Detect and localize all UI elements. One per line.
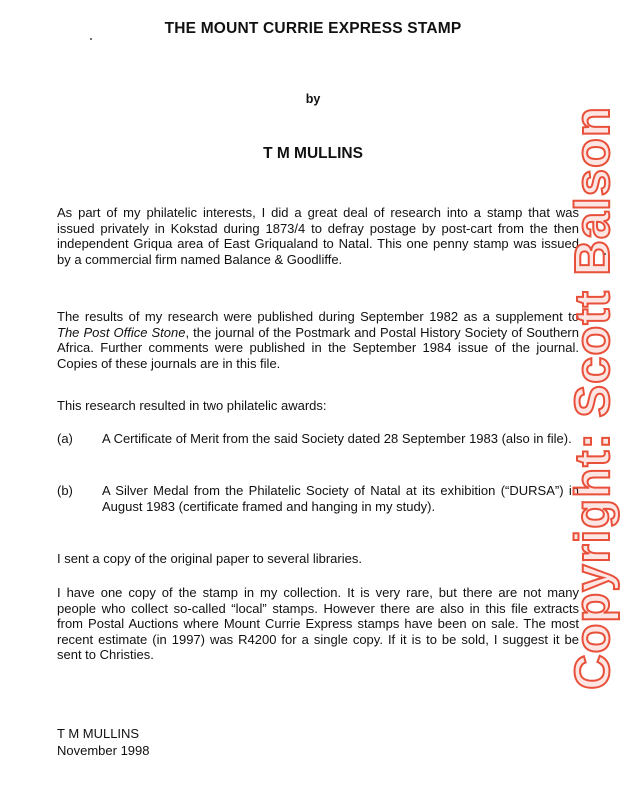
paragraph-awards-intro: This research resulted in two philatelic awards: [57,398,327,413]
paragraph-publication-part2: , the journal of the Postmark and Postal History Society of Southern Africa. Further comments were published in the September 1984 issue of the journal. Copies of these journals are in this file. [57,324,579,371]
paragraph-publication [57,309,579,371]
award-text: A Silver Medal from the Philatelic Society of Natal at its exhibition (“DURSA”) in August 1983 (certificate framed and hanging in my study). [102,483,579,514]
document-title: THE MOUNT CURRIE EXPRESS STAMP [164,20,462,37]
byline-by: by [305,92,321,106]
paragraph-intro: As part of my philatelic interests, I did a great deal of research into a stamp that was issued privately in Kokstad during 1873/4 to defray postage by post-cart from the then independent Griqua area of East Griqualand to Natal. This one penny stamp was issued by a commercial firm named Balance & Goodliffe. [57,205,579,267]
signature-name: T M MULLINS [57,726,140,741]
watermark-text: Copyright: Scott Balson [566,105,620,690]
paragraph-publication-part1: The results of my research were published during September 1982 as a supplement to [57,309,579,324]
author-heading: T M MULLINS [263,145,363,162]
paragraph-collection: I have one copy of the stamp in my collection. It is very rare, but there are not many people who collect so-called “local” stamps. However there are also in this file extracts from Postal Auctions where Mount Currie Express stamps have been on sale. The most recent estimate (in 1997) was R4200 for a single copy. If it is to be sold, I suggest it be sent to Christies. [57,585,579,662]
signature-date: November 1998 [57,743,150,758]
award-marker: (a) [57,431,73,446]
award-text: A Certificate of Merit from the said Society dated 28 September 1983 (also in file). [102,431,572,446]
journal-title: The Post Office Stone [57,324,186,340]
copyright-watermark [561,40,625,755]
award-marker: (b) [57,483,73,498]
scan-speck [90,38,92,40]
paragraph-libraries: I sent a copy of the original paper to several libraries. [57,551,362,566]
